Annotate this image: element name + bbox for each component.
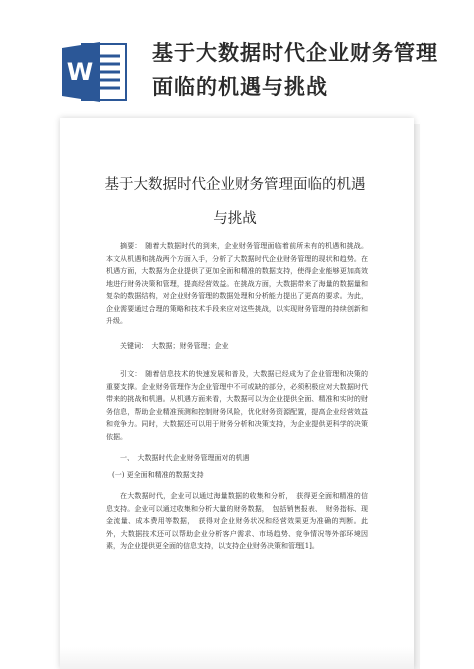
page-bottom-fade bbox=[60, 647, 414, 669]
document-page bbox=[60, 118, 414, 669]
abstract-paragraph: 摘要： 随着大数据时代的到来，企业财务管理面临着前所未有的机遇和挑战。本文从机遇和挑战两个方面入手，分析了大数据时代企业财务管理的现状和趋势。在机遇方面，大数据为企业提供了更加全面和精准的数据支持，使得企业能够更加高效地进行财务决策和管理，提高经营效益。在挑战方面，大数据带来了海量的数据量和复杂的数据结构，对企业财务管理的数据处理和分析能力提出了更高的要求。为此，企业需要通过合理的策略和技术手段来应对这些挑战，以实现财务管理的持续创新和升级。 bbox=[106, 242, 368, 325]
document-title: 基于大数据时代企业财务管理面临的机遇与挑战 bbox=[104, 177, 366, 227]
section-heading-1: 一、 大数据时代企业财务管理面对的机遇 bbox=[120, 454, 250, 462]
body-paragraph-1: 在大数据时代，企业可以通过海量数据的收集和分析， 获得更全面和精准的信息支持。企业可以通过收集和分析大量的财务数据， 包括销售报表、 财务指标、现金流量、成本费用等数据， 获得对企业财务状况和经营效果更为准确的判断。此外，大数据技术还可以帮助企业分析客户需求、市场趋势、竞争情况等外部环境因素，为企业提供更全面的信息支持，以支持企业财务决策和管理[1]。 bbox=[106, 492, 368, 550]
intro-paragraph: 引文： 随着信息技术的快速发展和普及，大数据已经成为了企业管理和决策的重要支撑。企业财务管理作为企业管理中不可或缺的部分，必须积极应对大数据时代带来的挑战和机遇。从机遇方面来看，大数据可以为企业提供全面、精准和实时的财务信息，帮助企业精准预测和控制财务风险，优化财务资源配置，提高企业经营效益和竞争力。同时，大数据还可以用于财务分析和决策支持，为企业提供更科学的决策依据。 bbox=[106, 370, 368, 441]
keywords-line: 关键词： 大数据；财务管理；企业 bbox=[120, 342, 229, 350]
banner-title: 基于大数据时代企业财务管理面临的机遇与挑战 bbox=[152, 41, 438, 99]
preview-header bbox=[0, 0, 474, 118]
word-document-icon bbox=[60, 40, 128, 104]
subsection-heading-1: (一) 更全面和精准的数据支持 bbox=[112, 471, 204, 479]
word-icon-letter: W bbox=[66, 58, 94, 86]
